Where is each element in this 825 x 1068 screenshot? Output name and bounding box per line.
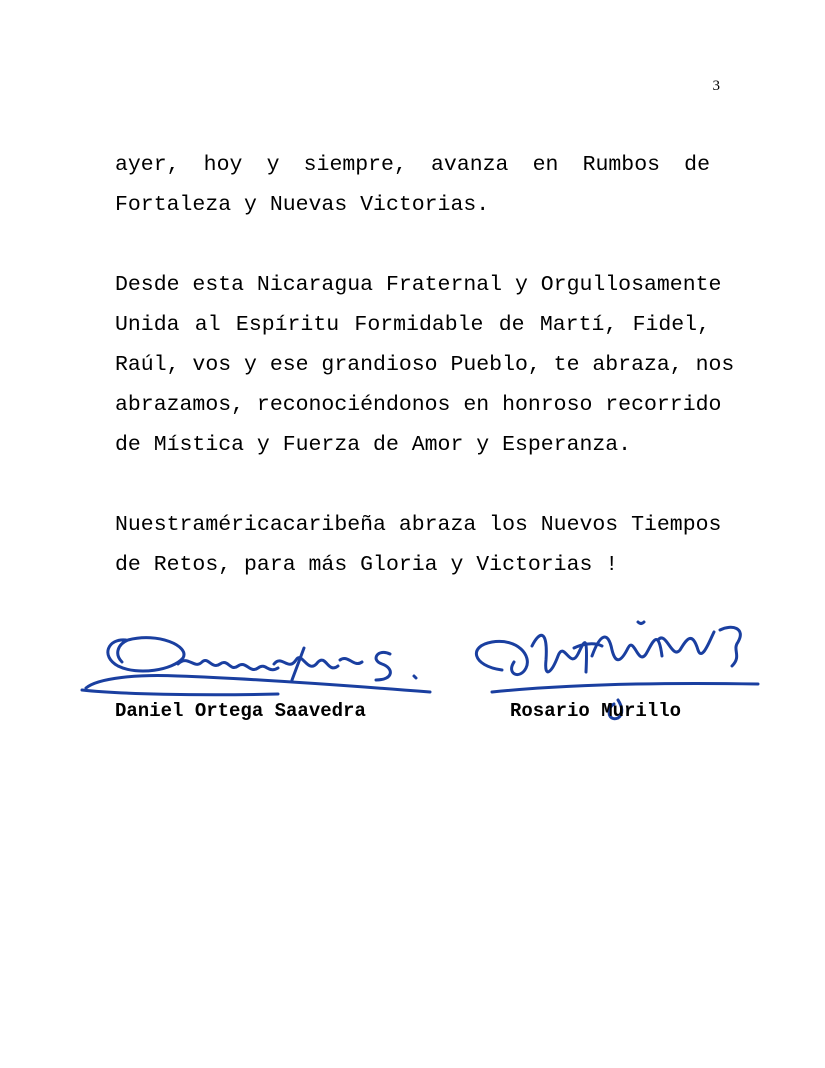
signatory-name-rosario-murillo: Rosario Murillo xyxy=(510,700,682,722)
paragraph-line: ayer, hoy y siempre, avanza en Rumbos de xyxy=(115,153,710,177)
page-number: 3 xyxy=(712,78,720,94)
paragraph-line: Fortaleza y Nuevas Victorias. xyxy=(115,193,490,217)
paragraph-line: Unida al Espíritu Formidable de Martí, Fidel, xyxy=(115,313,710,337)
paragraph-line: Nuestraméricacaribeña abraza los Nuevos Tiempos xyxy=(115,513,722,537)
paragraph-line: de Retos, para más Gloria y Victorias ! xyxy=(115,553,619,577)
paragraph-line: Raúl, vos y ese grandioso Pueblo, te abraza, nos xyxy=(115,353,735,377)
paragraph-line: Desde esta Nicaragua Fraternal y Orgullosamente xyxy=(115,273,722,297)
paragraph-1 xyxy=(115,145,710,225)
paragraph-2 xyxy=(115,265,735,465)
signature-daniel-ortega xyxy=(78,618,438,708)
paragraph-line: abrazamos, reconociéndonos en honroso recorrido xyxy=(115,393,722,417)
signatory-name-daniel-ortega: Daniel Ortega Saavedra xyxy=(115,700,366,722)
paragraph-3 xyxy=(115,505,722,585)
paragraph-line: de Mística y Fuerza de Amor y Esperanza. xyxy=(115,433,632,457)
